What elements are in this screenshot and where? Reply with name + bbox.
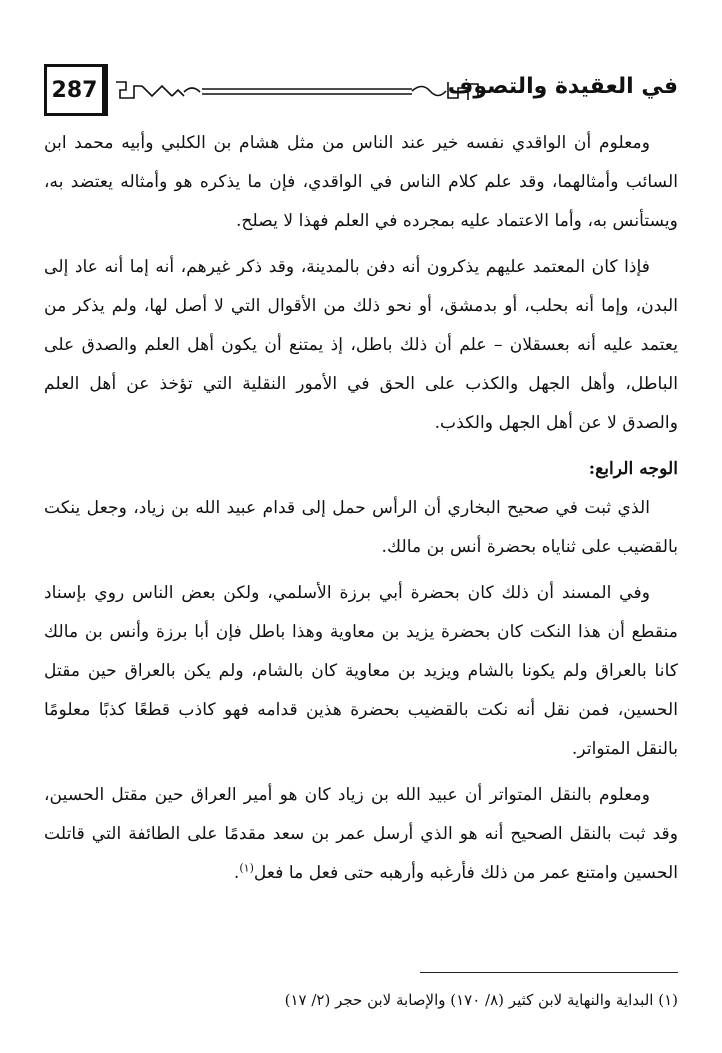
main-text [44, 124, 678, 900]
header-ornament-icon [112, 78, 482, 104]
footnote-divider [420, 972, 678, 973]
paragraph: وفي المسند أن ذلك كان بحضرة أبي برزة الأسلمي، ولكن بعض الناس روي بإسناد منقطع أن هذا النكت كان بحضرة يزيد بن معاوية وهذا باطل فإن أبا برزة وأنس بن مالك كانا بالعراق ولم يكونا بالشام ويزيد بن معاوية كان بالشام، ولم يكن بالعراق حين مقتل الحسين، فمن نقل أنه نكت بالقضيب بحضرة هذين قدامه فهو كاذب قطعًا كذبًا معلومًا بالنقل المتواتر. [44, 583, 678, 759]
footnote-marker[interactable]: (١) [239, 861, 254, 875]
paragraph-text: ومعلوم بالنقل المتواتر أن عبيد الله بن زياد كان هو أمير العراق حين مقتل الحسين، وقد ثبت بالنقل الصحيح أنه هو الذي أرسل عمر بن سعد مقدمًا على الطائفة التي قاتلت الحسين وامتنع عمر من ذلك فأرغبه وأرهبه حتى فعل ما فعل [44, 785, 678, 883]
section-heading: الوجه الرابع: [588, 459, 678, 479]
paragraph: ومعلوم أن الواقدي نفسه خير عند الناس من مثل هشام بن الكلبي وأبيه محمد ابن السائب وأمثالهما، وقد علم كلام الناس في الواقدي، فإن ما يذكره هو وأمثاله يعتضد به، ويستأنس به، وأما الاعتماد عليه بمجرده في العلم فهذا لا يصلح. [44, 133, 678, 231]
page-number-box [44, 64, 108, 116]
paragraph: الذي ثبت في صحيح البخاري أن الرأس حمل إلى قدام عبيد الله بن زياد، وجعل ينكت بالقضيب على ثناياه بحضرة أنس بن مالك. [44, 498, 678, 557]
paragraph-with-footnote: ومعلوم بالنقل المتواتر أن عبيد الله بن زياد كان هو أمير العراق حين مقتل الحسين، وقد ثبت بالنقل الصحيح أنه هو الذي أرسل عمر بن سعد مقدمًا على الطائفة التي قاتلت الحسين وامتنع عمر من ذلك فأرغبه وأرهبه حتى فعل ما فعل$^{(١)}$. [44, 785, 678, 883]
paragraph: فإذا كان المعتمد عليهم يذكرون أنه دفن بالمدينة، وقد ذكر غيرهم، أنه إما أنه عاد إلى البدن، وإما أنه بحلب، أو بدمشق، أو نحو ذلك من الأقوال التي لا أصل لها، ولم يذكر من يعتمد عليه أنه بعسقلان – علم أن ذلك باطل، إذ يمتنع أن يكون أهل العلم والصدق على الباطل، وأهل الجهل والكذب على الحق في الأمور النقلية التي تؤخذ عن أهل العلم والصدق لا عن أهل الجهل والكذب. [44, 257, 678, 433]
page-number: 287 [51, 77, 98, 103]
running-title: في العقيدة والتصوف [447, 74, 678, 99]
footnote: (١) البداية والنهاية لابن كثير (٨/ ١٧٠) والإصابة لابن حجر (٢/ ١٧) [284, 991, 678, 1009]
